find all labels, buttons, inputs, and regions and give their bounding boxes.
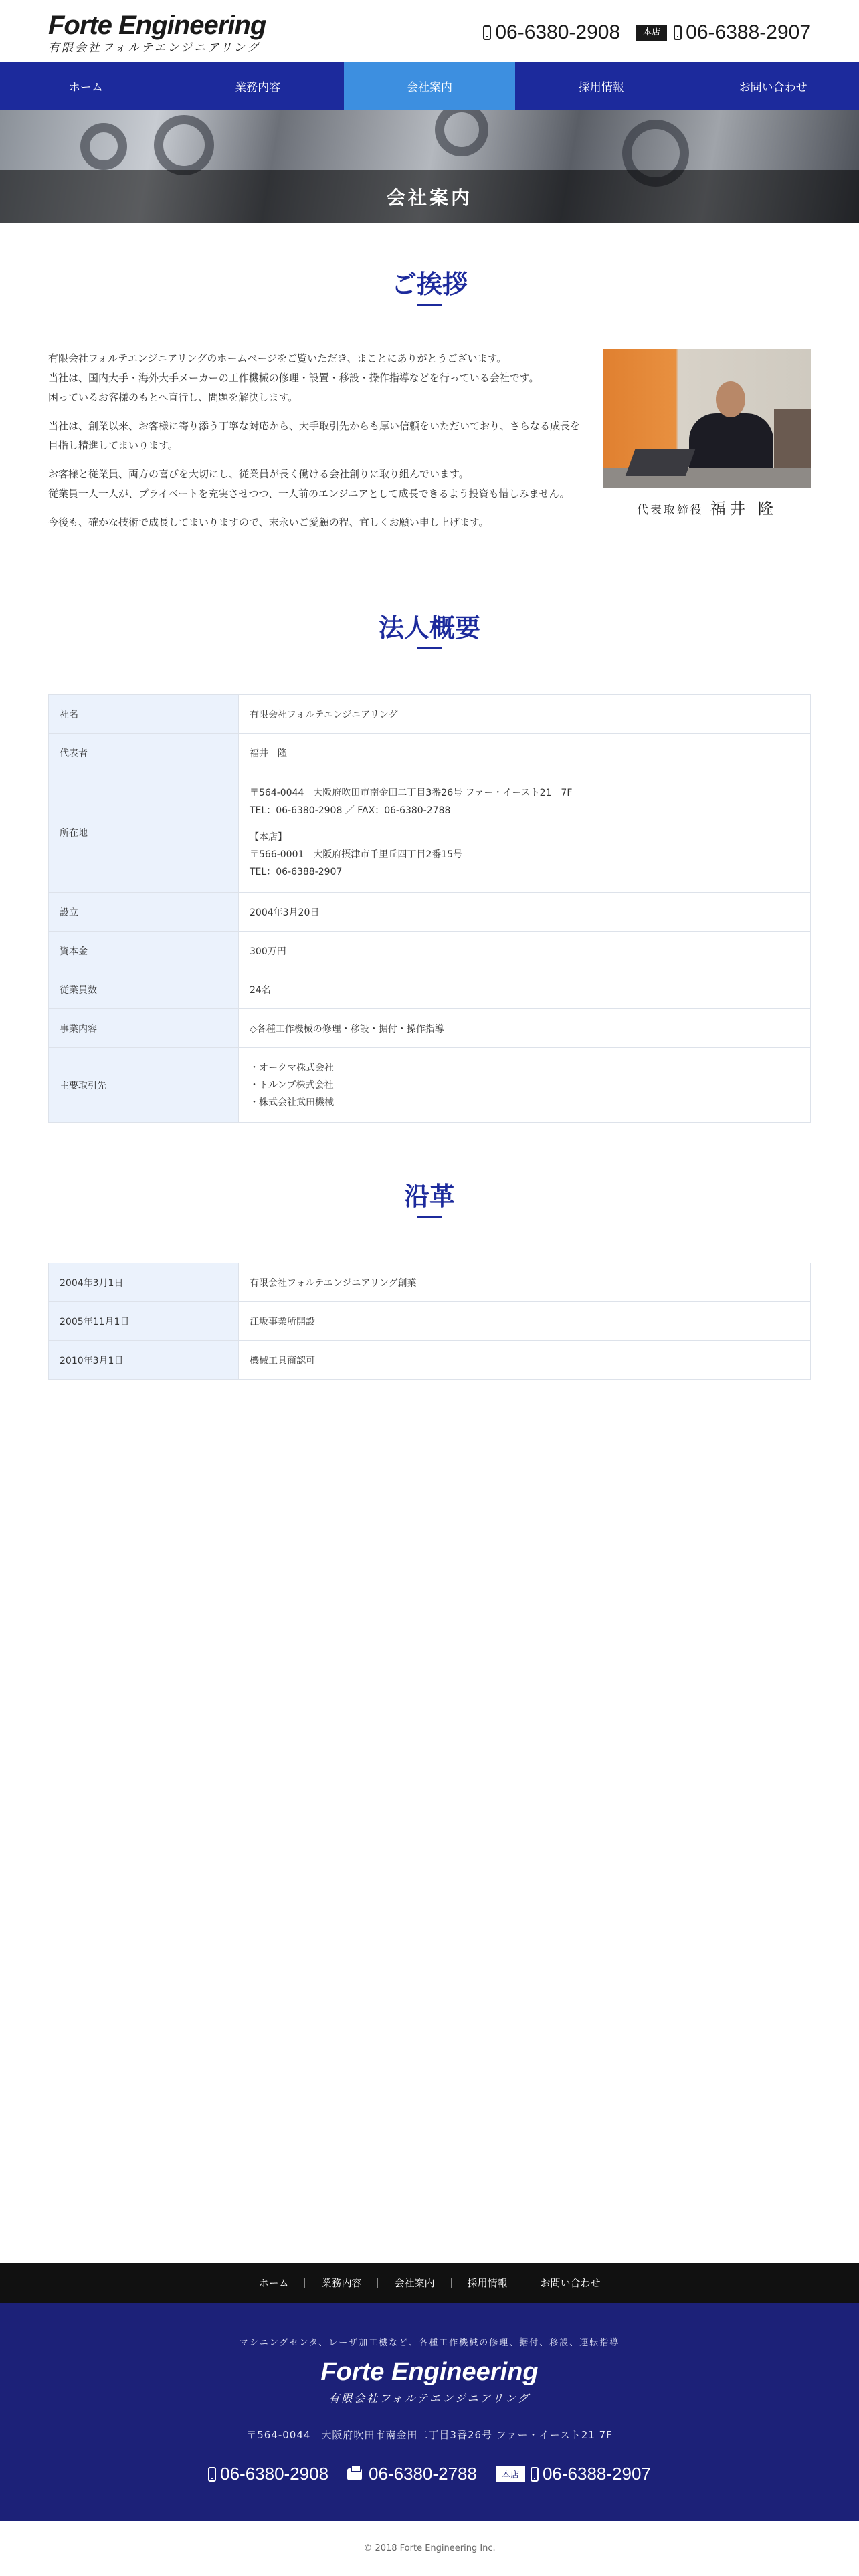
header-phone-1[interactable]: 06-6380-2908 bbox=[495, 21, 621, 43]
hero-title-band bbox=[0, 170, 859, 223]
page-title: 会社案内 bbox=[386, 187, 472, 209]
greeting-line: 今後も、確かな技術で成長してまいりますので、末永いご愛顧の程、宜しくお願い申し上げます。 bbox=[48, 516, 489, 528]
tel-fax-line: TEL：06-6380-2908 ／ FAX：06-6380-2788 bbox=[250, 804, 451, 816]
header-phone-2[interactable]: 06-6388-2907 bbox=[686, 21, 811, 43]
greeting-line: 当社は、国内大手・海外大手メーカーの工作機械の修理・設置・移設・操作指導などを行っている会社です。 bbox=[48, 372, 539, 384]
ceo-role: 代表取締役 bbox=[636, 504, 704, 517]
row-value: 24名 bbox=[239, 970, 811, 1009]
footer-logo-main[interactable]: Forte Engineering bbox=[320, 2358, 539, 2386]
table-row bbox=[49, 1009, 811, 1048]
hero-banner bbox=[0, 110, 859, 223]
footer-nav-contact[interactable]: お問い合わせ bbox=[524, 2278, 617, 2288]
heading-underline bbox=[417, 304, 442, 306]
fax-icon bbox=[347, 2468, 362, 2480]
greeting-line: お客様と従業員、両方の喜びを大切にし、従業員が長く働ける会社創りに取り組んでいます。 bbox=[48, 468, 469, 480]
row-label: 従業員数 bbox=[49, 970, 239, 1009]
honten-label: 【本店】 bbox=[250, 831, 287, 843]
table-row bbox=[49, 1341, 811, 1380]
ceo-name: 福井 隆 bbox=[710, 500, 778, 518]
honten-tel-line: TEL：06-6388-2907 bbox=[250, 866, 343, 877]
footer-contact bbox=[0, 2464, 859, 2484]
footer-nav-home[interactable]: ホーム bbox=[258, 2277, 289, 2289]
nav-item-recruit[interactable]: 採用情報 bbox=[578, 80, 624, 94]
footer-honten-badge: 本店 bbox=[496, 2466, 525, 2482]
machine-part-image bbox=[435, 110, 488, 156]
row-label: 社名 bbox=[49, 695, 239, 734]
main-nav bbox=[0, 62, 859, 110]
greeting-line: 有限会社フォルテエンジニアリングのホームページをご覧いただき、まことにありがとうございます。 bbox=[48, 352, 507, 364]
table-row bbox=[49, 772, 811, 893]
site-header bbox=[0, 0, 859, 62]
greeting-paragraph bbox=[48, 349, 583, 407]
logo-sub-text: 有限会社フォルテエンジニアリング bbox=[48, 41, 261, 55]
row-label: 事業内容 bbox=[49, 1009, 239, 1048]
footer-address: 〒564-0044 大阪府吹田市南金田二丁目3番26号 ファー・イースト21 7F bbox=[246, 2429, 613, 2441]
phone-icon bbox=[674, 25, 682, 40]
greeting-line: 従業員一人一人が、プライベートを充実させつつ、一人前のエンジニアとして成長できるよう投資も惜しみません。 bbox=[48, 488, 570, 500]
table-row bbox=[49, 1048, 811, 1123]
honten-badge: 本店 bbox=[636, 25, 667, 41]
greeting-line: 困っているお客様のもとへ直行し、問題を解決します。 bbox=[48, 391, 298, 403]
table-row bbox=[49, 734, 811, 772]
phone-icon bbox=[208, 2467, 216, 2482]
footer-nav-company[interactable]: 会社案内 bbox=[377, 2278, 450, 2288]
client-item: ・オークマ株式会社 bbox=[250, 1062, 334, 1073]
photo-laptop bbox=[626, 449, 696, 476]
greeting-text bbox=[48, 349, 583, 542]
history-date: 2005年11月1日 bbox=[49, 1302, 239, 1341]
history-date: 2010年3月1日 bbox=[49, 1341, 239, 1380]
history-event: 有限会社フォルテエンジニアリング創業 bbox=[239, 1263, 811, 1302]
greeting-paragraph bbox=[48, 417, 583, 455]
profile-heading: 法人概要 bbox=[378, 613, 480, 643]
row-value: 300万円 bbox=[239, 932, 811, 970]
table-row bbox=[49, 1263, 811, 1302]
footer-fax: 06-6380-2788 bbox=[369, 2464, 477, 2484]
greeting-line: 当社は、創業以来、お客様に寄り添う丁寧な対応から、大手取引先からも厚い信頼をいただいており、さらなる成長を目指し精進してまいります。 bbox=[48, 420, 581, 451]
heading-underline bbox=[417, 1216, 442, 1218]
heading-underline bbox=[417, 647, 442, 649]
row-label: 所在地 bbox=[49, 772, 239, 893]
copyright: © 2018 Forte Engineering Inc. bbox=[0, 2521, 859, 2576]
client-item: ・トルンプ株式会社 bbox=[250, 1079, 334, 1091]
row-value: 有限会社フォルテエンジニアリング bbox=[239, 695, 811, 734]
row-value bbox=[239, 772, 811, 893]
row-label: 主要取引先 bbox=[49, 1048, 239, 1123]
honten-address-line: 〒566-0001 大阪府摂津市千里丘四丁目2番15号 bbox=[250, 849, 463, 860]
footer-nav bbox=[0, 2263, 859, 2303]
footer-nav-services[interactable]: 業務内容 bbox=[304, 2278, 377, 2288]
photo-shelf bbox=[774, 409, 811, 469]
nav-item-contact[interactable]: お問い合わせ bbox=[739, 80, 807, 94]
table-row bbox=[49, 970, 811, 1009]
spacer bbox=[250, 819, 799, 829]
history-date: 2004年3月1日 bbox=[49, 1263, 239, 1302]
row-value: 福井 隆 bbox=[239, 734, 811, 772]
nav-item-services[interactable]: 業務内容 bbox=[235, 80, 281, 94]
address-line: 〒564-0044 大阪府吹田市南金田二丁目3番26号 ファー・イースト21 7F bbox=[250, 787, 573, 798]
greeting-heading: ご挨拶 bbox=[391, 270, 468, 299]
greeting-paragraph bbox=[48, 513, 583, 532]
row-value bbox=[239, 1048, 811, 1123]
ceo-photo bbox=[603, 349, 811, 488]
phone-icon bbox=[483, 25, 491, 40]
footer-honten-phone[interactable]: 06-6388-2907 bbox=[542, 2464, 651, 2484]
client-item: ・株式会社武田機械 bbox=[250, 1097, 334, 1108]
header-phones bbox=[483, 21, 811, 44]
history-heading: 沿革 bbox=[403, 1182, 455, 1211]
row-value: ◇各種工作機械の修理・移設・据付・操作指導 bbox=[239, 1009, 811, 1048]
history-event: 江坂事業所開設 bbox=[239, 1302, 811, 1341]
phone-icon bbox=[531, 2467, 539, 2482]
machine-part-image bbox=[154, 115, 214, 175]
table-row bbox=[49, 932, 811, 970]
nav-item-company[interactable]: 会社案内 bbox=[344, 62, 516, 110]
nav-item-home[interactable]: ホーム bbox=[68, 80, 103, 94]
footer-tagline: マシニングセンタ、レーザ加工機など、各種工作機械の修理、据付、移設、運転指導 bbox=[239, 2338, 620, 2348]
logo-main-text: Forte Engineering bbox=[48, 11, 266, 40]
footer-nav-recruit[interactable]: 採用情報 bbox=[451, 2278, 524, 2288]
row-value: 2004年3月20日 bbox=[239, 893, 811, 932]
machine-part-image bbox=[80, 123, 127, 170]
company-profile-table bbox=[48, 694, 811, 1123]
table-row bbox=[49, 893, 811, 932]
ceo-caption bbox=[603, 496, 811, 518]
greeting-paragraph bbox=[48, 465, 583, 504]
history-event: 機械工具商認可 bbox=[239, 1341, 811, 1380]
site-footer bbox=[0, 2303, 859, 2521]
history-table bbox=[48, 1263, 811, 1380]
row-label: 代表者 bbox=[49, 734, 239, 772]
photo-person-head bbox=[716, 381, 745, 417]
table-row bbox=[49, 1302, 811, 1341]
footer-phone[interactable]: 06-6380-2908 bbox=[220, 2464, 329, 2484]
row-label: 資本金 bbox=[49, 932, 239, 970]
footer-logo-sub: 有限会社フォルテエンジニアリング bbox=[328, 2392, 531, 2405]
site-logo[interactable] bbox=[48, 11, 266, 55]
row-label: 設立 bbox=[49, 893, 239, 932]
table-row bbox=[49, 695, 811, 734]
